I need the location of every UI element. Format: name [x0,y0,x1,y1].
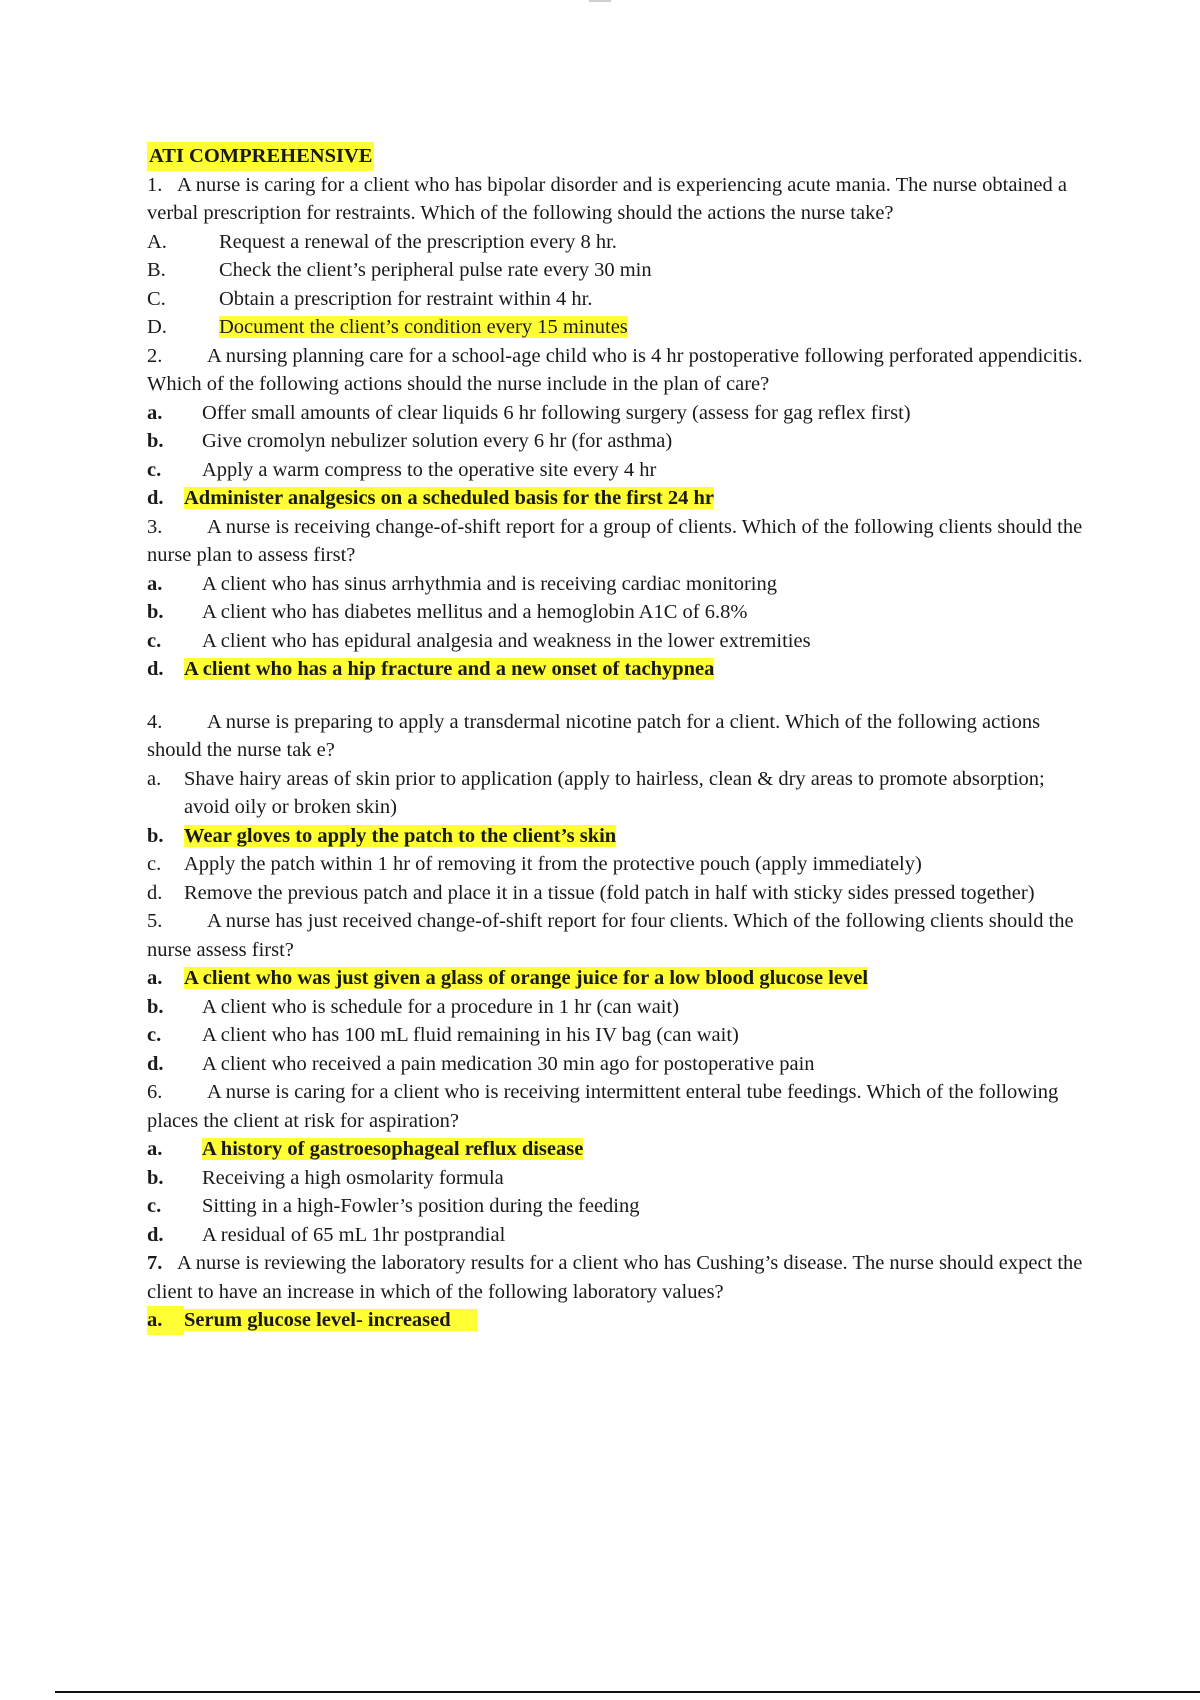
option-c [147,1192,1092,1221]
option-b [147,598,1092,627]
option-b [147,256,1092,285]
spacer [147,684,1092,708]
option-letter: c. [147,1024,162,1046]
highlighted-answer: Document the client’s condition every 15 minutes [219,316,628,338]
option-b [147,993,1092,1022]
option-letter: b. [147,1166,164,1189]
highlighted-answer: Serum glucose level- increased [184,1309,477,1331]
option-letter: b. [147,430,164,452]
option-letter: a. [147,967,163,989]
option-letter: B. [147,259,166,281]
option-d-answer [147,484,1092,513]
option-letter: a. [147,401,163,424]
option-a [147,228,1092,257]
highlighted-answer: A client who has a hip fracture and a new onset of tachypnea [184,658,715,680]
top-edge-mark [589,0,611,2]
question-text: A nurse is caring for a client who has bipolar disorder and is experiencing acute mania. The nurse obtained a verbal prescription for restraints. Which of the following should the actions the nurse take? [147,173,1067,224]
option-a [147,399,1092,428]
option-text: Apply a warm compress to the operative site every 4 hr [202,458,657,481]
highlighted-answer: A client who was just given a glass of orange juice for a low blood glucose level [184,967,869,989]
question-number: 3. [147,515,163,538]
option-text: A client who has 100 mL fluid remaining in his IV bag (can wait) [202,1024,739,1046]
option-text: Shave hairy areas of skin prior to application (apply to hairless, clean & dry areas to promote absorption; avoid oily or broken skin) [184,767,1045,818]
question-number: 2. [147,344,163,367]
question-stem [147,342,1092,399]
option-letter: C. [147,287,166,310]
option-letter: a. [147,572,163,595]
option-letter: d. [147,658,164,680]
option-text: Apply the patch within 1 hr of removing it from the protective pouch (apply immediately) [184,853,922,875]
option-letter: c. [147,458,162,481]
option-c [147,456,1092,485]
option-letter: b. [147,995,164,1018]
question-4 [147,708,1092,908]
option-a-answer [147,964,1092,993]
question-text: A nurse is caring for a client who is receiving intermittent enteral tube feedings. Which of the following places the client at risk for aspiration? [147,1081,1059,1132]
question-stem [147,171,1092,228]
option-a-answer [147,1306,1092,1335]
option-text: Remove the previous patch and place it in a tissue (fold patch in half with sticky sides pressed together) [184,881,1035,904]
option-text: Give cromolyn nebulizer solution every 6 hr (for asthma) [202,430,673,452]
option-b [147,1164,1092,1193]
question-stem [147,1078,1092,1135]
option-b-answer [147,822,1092,851]
question-number: 6. [147,1081,163,1103]
option-a [147,765,1092,822]
option-letter: d. [147,881,163,904]
option-text: A residual of 65 mL 1hr postprandial [202,1223,506,1246]
question-number: 4. [147,710,163,733]
question-number: 7. [147,1252,163,1274]
highlighted-answer: A history of gastroesophageal reflux disease [202,1138,584,1160]
option-text: A client who is schedule for a procedure in 1 hr (can wait) [202,995,680,1018]
option-d-answer [147,313,1092,342]
option-letter: b. [147,824,164,847]
option-c [147,627,1092,656]
document-title: ATI COMPREHENSIVE [147,142,374,171]
option-a-answer [147,1135,1092,1164]
question-5 [147,907,1092,1078]
option-letter: a. [147,767,162,790]
option-text: A client who has diabetes mellitus and a hemoglobin A1C of 6.8% [202,601,748,623]
option-letter: A. [147,230,167,253]
document-page [147,142,1092,1335]
option-text: Offer small amounts of clear liquids 6 hr following surgery (assess for gag reflex first) [202,401,911,424]
question-3 [147,513,1092,684]
question-stem [147,513,1092,570]
option-letter: c. [147,629,162,652]
question-text: A nurse is reviewing the laboratory results for a client who has Cushing’s disease. The nurse should expect the client to have an increase in which of the following laboratory values? [147,1252,1083,1303]
option-letter: c. [147,1195,162,1217]
option-b [147,427,1092,456]
option-text: A client who has sinus arrhythmia and is receiving cardiac monitoring [202,572,777,595]
option-c [147,285,1092,314]
option-d [147,879,1092,908]
question-number: 5. [147,910,163,932]
question-text: A nursing planning care for a school-age child who is 4 hr postoperative following perforated appendicitis. Which of the following actions should the nurse include in the plan of care? [147,344,1083,395]
option-letter: b. [147,601,164,623]
question-6 [147,1078,1092,1249]
option-d [147,1221,1092,1250]
question-text: A nurse is preparing to apply a transdermal nicotine patch for a client. Which of the following actions should the nurse tak e? [147,710,1041,761]
option-text: Obtain a prescription for restraint within 4 hr. [219,287,593,310]
option-text: A client who has epidural analgesia and weakness in the lower extremities [202,629,811,652]
option-letter: D. [147,316,167,338]
question-number: 1. [147,173,163,196]
question-text: A nurse has just received change-of-shift report for four clients. Which of the following clients should the nurse assess first? [147,910,1074,961]
option-letter: a. [147,1306,184,1335]
option-c [147,1021,1092,1050]
option-text: A client who received a pain medication 30 min ago for postoperative pain [202,1052,815,1075]
question-stem [147,1249,1092,1306]
document-title-row [147,142,1092,171]
option-text: Receiving a high osmolarity formula [202,1166,504,1189]
question-2 [147,342,1092,513]
question-text: A nurse is receiving change-of-shift report for a group of clients. Which of the following clients should the nurse plan to assess first? [147,515,1083,566]
question-stem [147,907,1092,964]
option-d [147,1050,1092,1079]
option-text: Sitting in a high-Fowler’s position during the feeding [202,1195,640,1217]
question-7 [147,1249,1092,1335]
option-letter: d. [147,1052,164,1075]
highlighted-answer: Wear gloves to apply the patch to the client’s skin [184,824,617,847]
option-letter: a. [147,1138,163,1160]
highlighted-answer: Administer analgesics on a scheduled basis for the first 24 hr [184,487,714,509]
option-a [147,570,1092,599]
option-letter: c. [147,853,162,875]
option-letter: d. [147,1223,164,1246]
footer-rule [55,1691,1200,1693]
question-1 [147,171,1092,342]
option-c [147,850,1092,879]
option-letter: d. [147,487,164,509]
option-text: Request a renewal of the prescription every 8 hr. [219,230,617,253]
question-stem [147,708,1092,765]
option-d-answer [147,655,1092,684]
option-text: Check the client’s peripheral pulse rate every 30 min [219,259,652,281]
